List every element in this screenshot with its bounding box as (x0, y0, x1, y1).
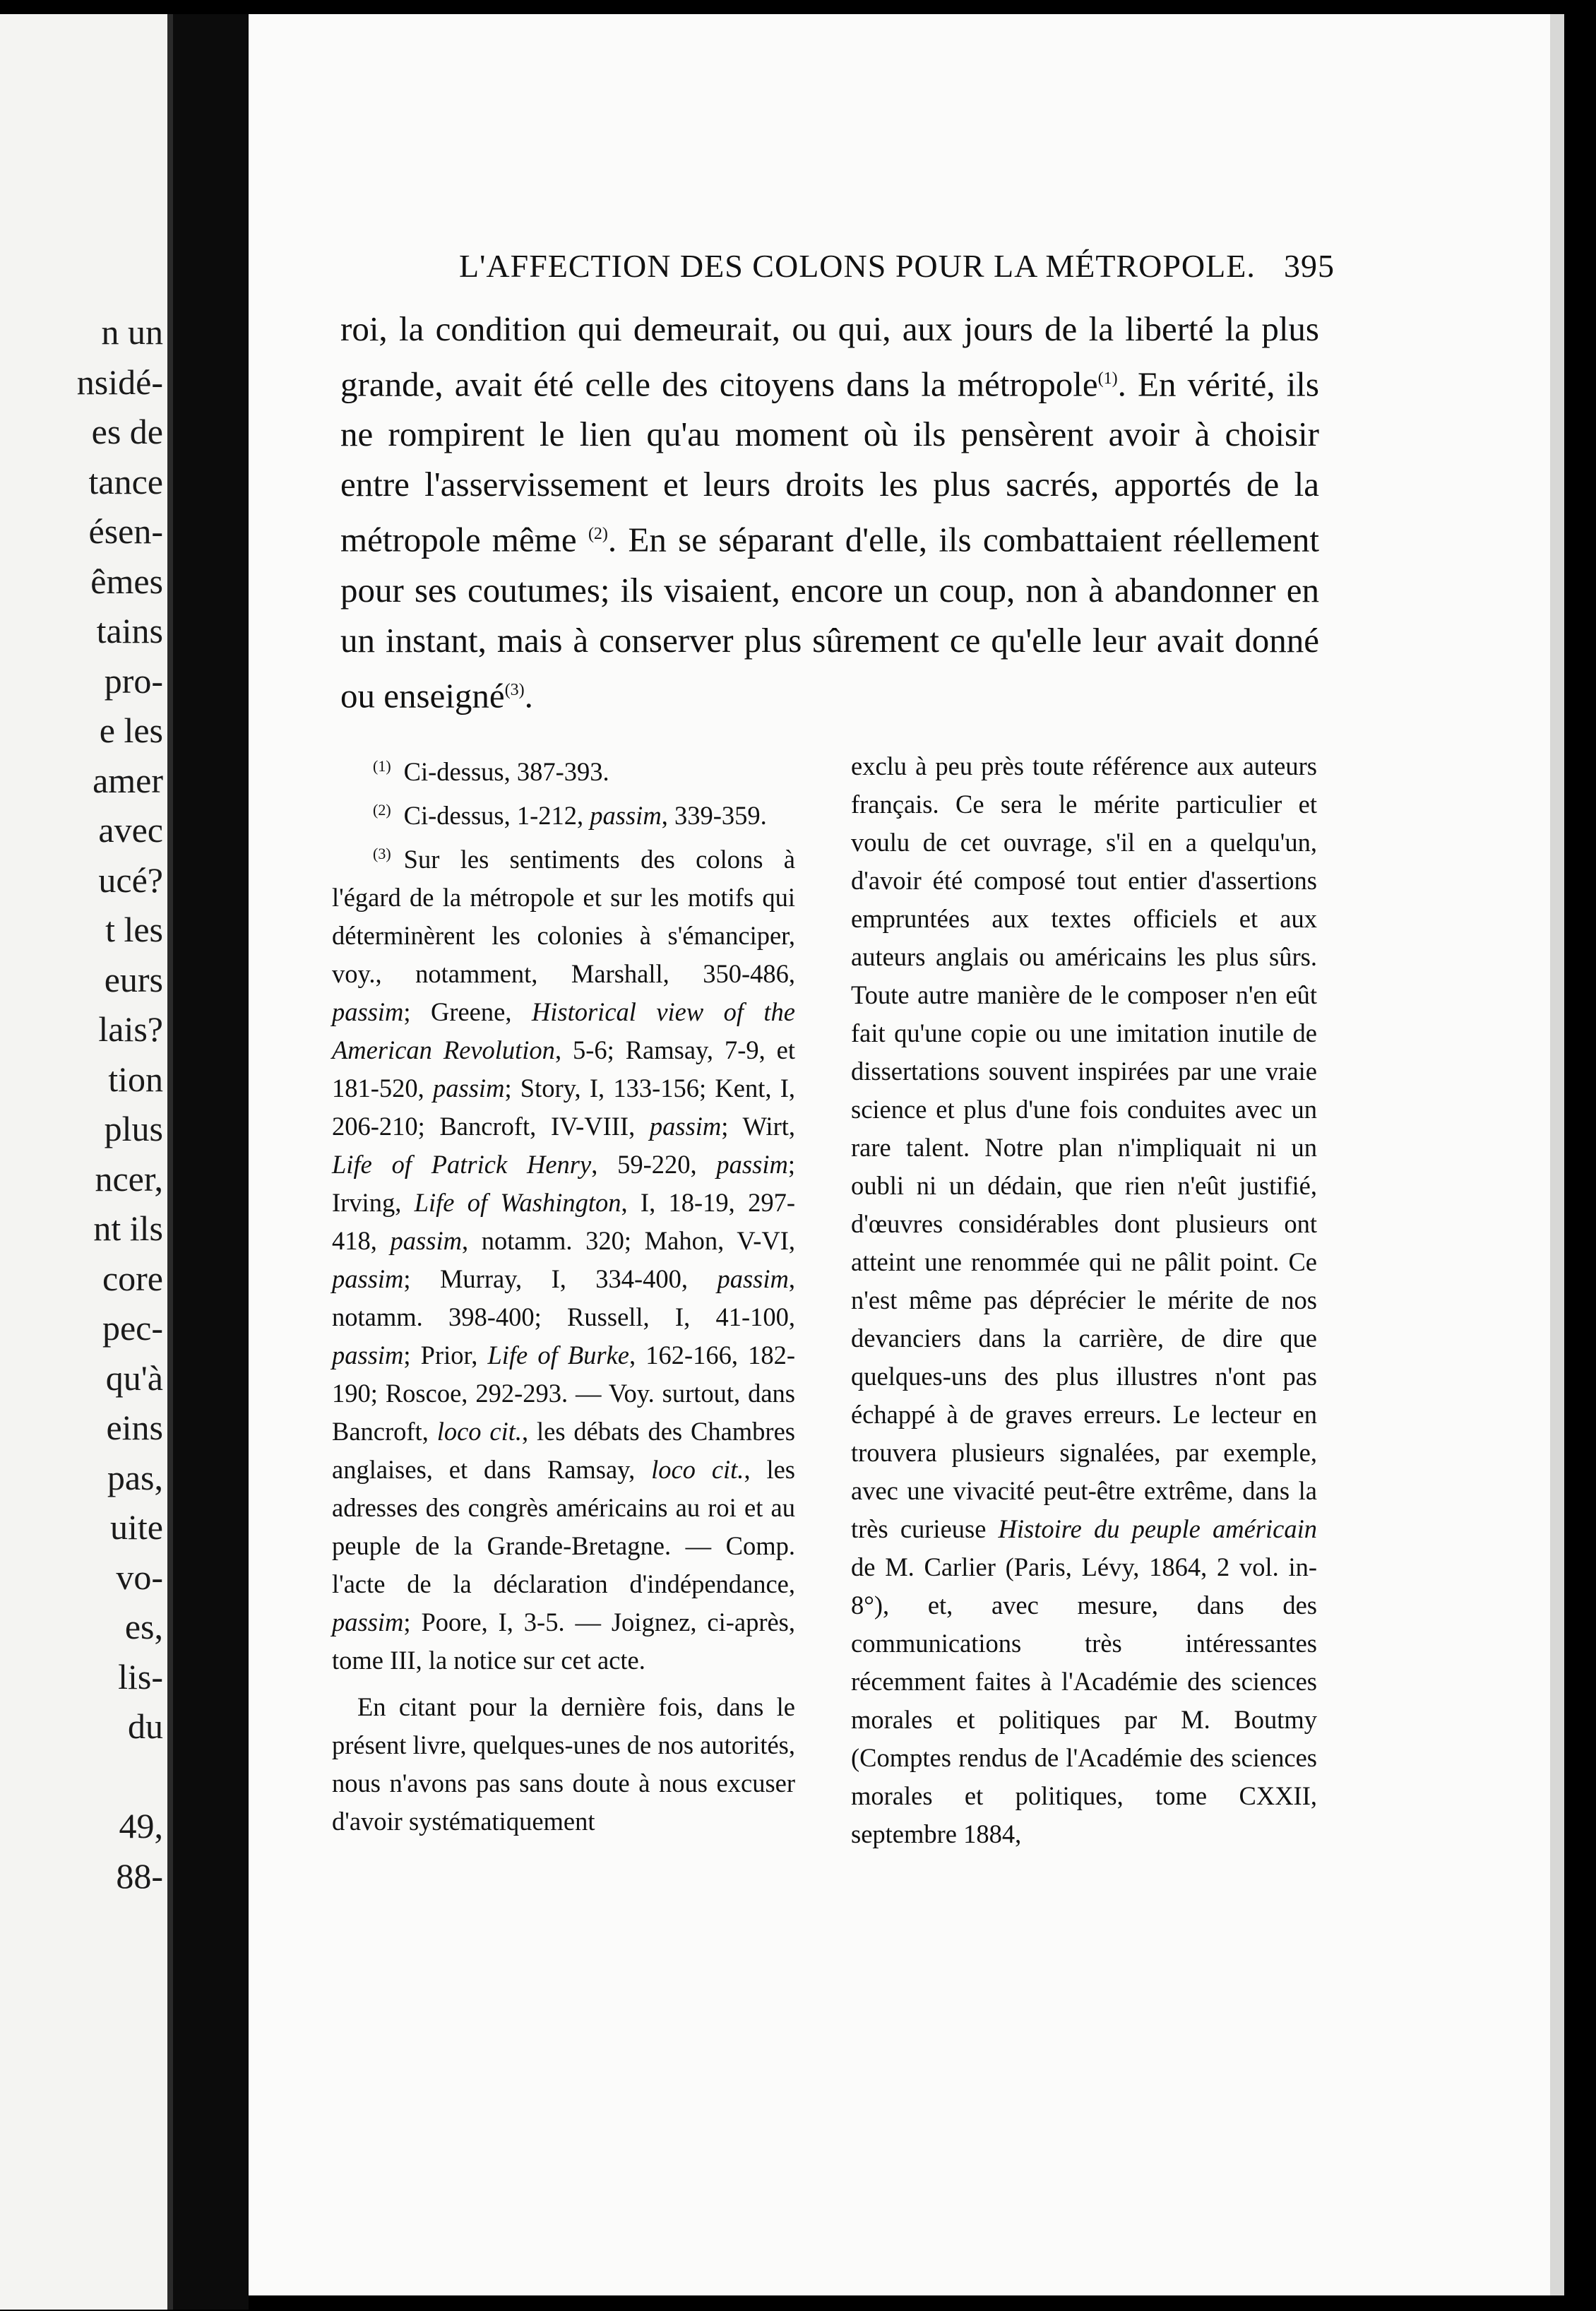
text-run: ; Irving, (332, 1150, 795, 1218)
text-run: ; Greene, (403, 997, 532, 1027)
left-page-line: lais? (98, 1009, 163, 1049)
left-page-line: plus (104, 1109, 163, 1148)
page-number: 395 (1284, 248, 1335, 284)
closing-note-continued (851, 747, 1317, 1853)
text-run: , notamm. 320; Mahon, V-VI, (461, 1226, 796, 1256)
footnote-3-text (332, 845, 795, 1675)
footnote-text: Ci-dessus, 387-393. (403, 757, 609, 787)
left-page-line: tion (108, 1059, 163, 1099)
footnote-italic: passim (590, 801, 662, 831)
left-page-line: tance (88, 461, 163, 501)
body-text-part: roi, la condition qui demeurait, ou qui, aux jours de la liberté la plus grande, avait été celle des citoyens dans la métropole (340, 309, 1319, 404)
left-page-line: pec- (102, 1308, 163, 1348)
footnote-ref: (2) (588, 525, 608, 544)
left-page-line: ucé? (98, 860, 163, 900)
text-run: , 59-220, (591, 1150, 717, 1180)
footnote-marker: (3) (373, 845, 391, 863)
left-page-line: du (128, 1706, 163, 1746)
footnote-2 (332, 791, 795, 835)
text-run: Sur les sentiments des colons à l'égard de la métropole et sur les motifs qui déterminèrent les colonies à s'émanciper, voy., notamment, Marshall, 350-486, (332, 845, 795, 989)
left-page-line: vo- (116, 1557, 163, 1597)
left-page-line: uite (110, 1507, 163, 1547)
left-page-line: 49, (119, 1806, 163, 1846)
text-run: , I, 18-19, 297-418, (332, 1188, 796, 1256)
italic-run: passim (433, 1074, 505, 1103)
text-run: ; Poore, I, 3-5. — Joignez, ci-après, tome III, la notice sur cet acte. (332, 1608, 795, 1675)
left-page-line: pro- (104, 660, 163, 701)
left-page-line: ncer, (95, 1158, 163, 1199)
body-text-part: . En se séparant d'elle, ils combattaient réellement pour ses coutumes; ils visaient, encore un coup, non à abandonner en un instant, mais à conserver plus sûrement ce qu'elle leur avait donné ou enseigné (340, 520, 1319, 715)
italic-run: passim (649, 1112, 722, 1141)
text-run: de M. Carlier (Paris, Lévy, 1864, 2 vol. in-8°), et, avec mesure, dans des communications très intéressantes récemment faites à l'Académie des sciences morales et politiques par M. Boutmy (Comptes rendus de l'Académie des sciences morales et politiques, tome CXXII, septembre 1884, (851, 1552, 1317, 1848)
text-run: exclu à peu près toute référence aux auteurs français. Ce sera le mérite particulier et voulu de cet ouvrage, s'il en a quelqu'un, d'avoir été composé tout entier d'assertions empruntées aux textes officiels et aux auteurs anglais ou américains les plus sûrs. Toute autre manière de le composer n'en eût fait qu'une copie ou une imitation inutile de dissertations souvent inspirées par une vraie science et plus d'une fois conduites avec un rare talent. Notre plan n'impliquait ni un oubli ni un dédain, que rien n'eût justifié, d'œuvres considérables dont plusieurs ont atteint une renommée qui ne pâlit point. Ce n'est même pas déprécier le mérite de nos devanciers dans la carrière, de dire que quelques-uns des plus illustres n'ont pas échappé à de graves erreurs. Le lecteur en trouvera plusieurs signalées, par exemple, avec une vivacité peut-être extrême, dans la très curieuse (851, 751, 1317, 1543)
left-page-fragment (0, 14, 173, 2310)
text-run: , les adresses des congrès américains au roi et au peuple de la Grande-Bretagne. — Comp. l'acte de la déclaration d'indépendance, (332, 1455, 796, 1599)
closing-note-start: En citant pour la dernière fois, dans le présent livre, quelques-unes de nos autorités, nous n'avons pas sans doute à nous excuser d'avoir systématiquement (332, 1692, 795, 1836)
left-page-line: qu'à (105, 1358, 163, 1398)
left-page-line: amer (93, 760, 163, 800)
footnotes-left-column (332, 747, 795, 1841)
left-page-line: ésen- (88, 511, 163, 551)
left-page-line: nsidé- (76, 362, 163, 402)
text-run: ; Prior, (403, 1341, 488, 1370)
italic-run: passim (332, 1264, 404, 1294)
italic-run: Life of Washington (414, 1188, 621, 1218)
left-page-line: nt ils (93, 1208, 163, 1248)
footnote-3 (332, 835, 795, 1680)
footnote-ref: (1) (1097, 369, 1118, 388)
left-page-line: êmes (90, 561, 163, 601)
left-page-line: 88- (116, 1855, 163, 1896)
text-run: ; Murray, I, 334-400, (403, 1264, 717, 1294)
text-run: , 162-166, 182-190; Roscoe, 292-293. — Voy. surtout, dans Bancroft, (332, 1341, 796, 1446)
italic-run: passim (716, 1150, 788, 1180)
left-page-line: avec (98, 810, 163, 850)
footnote-text: Ci-dessus, 1-212, (403, 801, 590, 831)
left-page-line: core (102, 1258, 163, 1298)
italic-run: passim (332, 997, 404, 1027)
left-page-line: eins (106, 1408, 163, 1447)
italic-run: passim (717, 1264, 789, 1294)
gutter-shadow (173, 14, 249, 2310)
running-title: L'AFFECTION DES COLONS POUR LA MÉTROPOLE. (459, 248, 1256, 284)
left-page-line: lis- (118, 1656, 163, 1697)
footnote-1 (332, 747, 795, 791)
main-paragraph (340, 304, 1319, 720)
italic-run: Histoire du peuple américain (998, 1514, 1317, 1543)
footnote-marker: (2) (373, 801, 391, 819)
italic-run: passim (390, 1226, 462, 1256)
text-run: , les débats des Chambres anglaises, et dans Ramsay, (332, 1417, 795, 1485)
left-page-edge (167, 14, 173, 2310)
left-page-line: es, (124, 1607, 163, 1646)
body-text-part: . En vérité, ils ne rompirent le lien qu'au moment où ils pensèrent avoir à choisir entre l'asservissement et leurs droits les plus sacrés, apportés de la métropole même (340, 364, 1319, 559)
text-run: ; Story, I, 133-156; Kent, I, 206-210; Bancroft, IV-VIII, (332, 1074, 796, 1141)
left-page-line: es de (91, 412, 163, 451)
footnote-marker: (1) (373, 757, 391, 775)
left-page-line: eurs (104, 959, 163, 999)
left-page-line: pas, (107, 1457, 163, 1497)
left-page-line: t les (105, 910, 163, 949)
italic-run: passim (332, 1341, 404, 1370)
page-edge (1550, 14, 1564, 2295)
italic-run: Historical view of the American Revolution (332, 997, 795, 1065)
text-run: ; Wirt, (721, 1112, 795, 1141)
italic-run: loco cit. (436, 1417, 522, 1446)
italic-run: loco cit. (651, 1455, 744, 1485)
footnote-text: , 339-359. (661, 801, 767, 831)
footnote-ref: (3) (504, 680, 525, 699)
body-text-part: . (524, 675, 533, 715)
footnotes-right-column (851, 747, 1317, 1853)
left-page-line: e les (99, 711, 163, 750)
text-run: , 5-6; Ramsay, 7-9, et 181-520, (332, 1035, 795, 1103)
text-run: , notamm. 398-400; Russell, I, 41-100, (332, 1264, 795, 1332)
italic-run: Life of Patrick Henry (332, 1150, 592, 1180)
italic-run: passim (332, 1608, 404, 1637)
left-page-line: n un (101, 312, 163, 352)
italic-run: Life of Burke (487, 1341, 629, 1370)
left-page-line: tains (96, 611, 163, 650)
